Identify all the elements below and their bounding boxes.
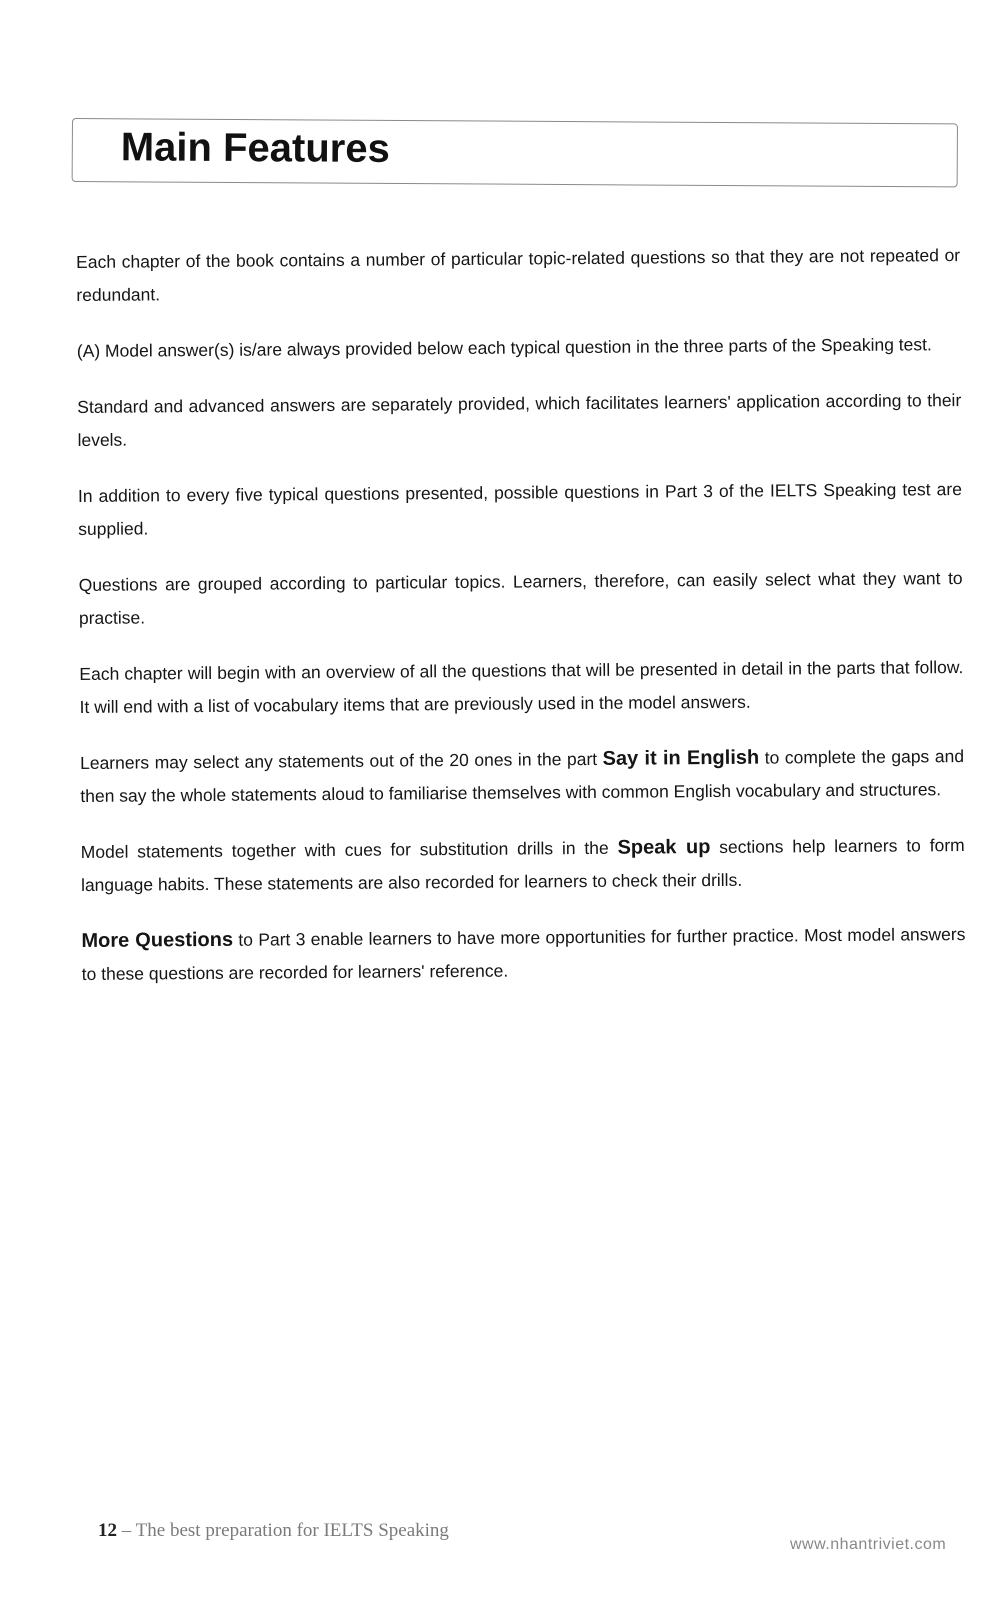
page-number: 12 xyxy=(98,1520,117,1541)
page-title: Main Features xyxy=(120,125,390,171)
paragraph-1: Each chapter of the book contains a number of particular topic-related questions so that they are not repeated or redundant. xyxy=(76,245,961,305)
paragraph-5: Questions are grouped according to particular topics. Learners, therefore, can easily select what they want to practise. xyxy=(78,568,963,628)
main-content xyxy=(76,239,966,1014)
publisher-url: www.nhantriviet.com xyxy=(790,1536,947,1553)
paragraph-7-end: to complete the gaps and then say the whole statements aloud to familiarise themselves with common English vocabulary and structures. xyxy=(80,746,965,806)
paragraph-9 xyxy=(81,918,965,991)
paragraph-4: In addition to every five typical questions presented, possible questions in Part 3 of the IELTS Speaking test are supplied. xyxy=(77,479,963,539)
paragraph-7-start: Learners may select any statements out of the 20 ones in the part xyxy=(79,748,603,773)
paragraph-7 xyxy=(80,740,964,813)
paragraph-3: Standard and advanced answers are separately provided, which facilitates learners' application according to their levels. xyxy=(77,390,962,450)
paragraph-6: Each chapter will begin with an overview of all the questions that will be presented in detail in the parts that follow. It will end with a list of vocabulary items that are previously used in the model answers. xyxy=(79,657,964,717)
speak-up-term: Speak up xyxy=(617,836,711,859)
title-box xyxy=(72,118,958,187)
footer-separator: – xyxy=(117,1520,136,1541)
paragraph-8 xyxy=(81,829,965,902)
paragraph-9-end: to Part 3 enable learners to have more opportunities for further practice. Most model answers to these questions are recorded for learners' reference. xyxy=(81,924,966,984)
paragraph-8-start: Model statements together with cues for substitution drills in the xyxy=(80,837,618,862)
say-it-in-english-term: Say it in English xyxy=(602,746,760,770)
book-title: The best preparation for IELTS Speaking xyxy=(135,1520,449,1541)
page-footer xyxy=(98,1520,449,1542)
more-questions-term: More Questions xyxy=(81,928,234,952)
paragraph-2: (A) Model answer(s) is/are always provided below each typical question in the three parts of the Speaking test. xyxy=(76,334,932,361)
paragraph-8-end: sections help learners to form language habits. These statements are also recorded for learners to check their drills. xyxy=(80,835,965,895)
